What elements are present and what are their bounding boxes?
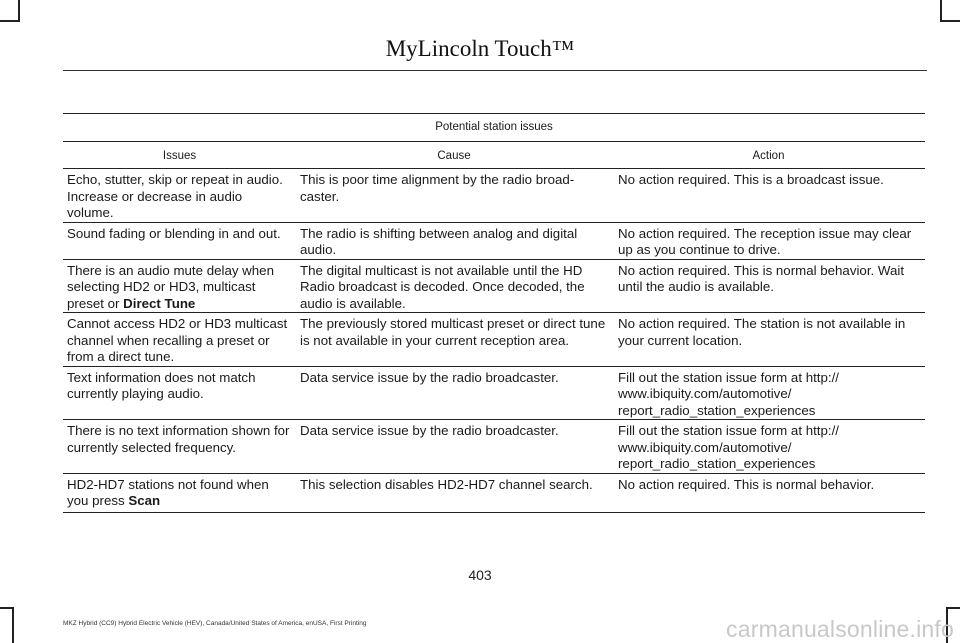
- cause-cell: This is poor time alignment by the radio broad-caster.: [296, 169, 612, 223]
- cause-cell: Data service issue by the radio broadcaster.: [296, 366, 612, 420]
- scan-label: Scan: [128, 493, 161, 508]
- cause-cell: This selection disables HD2-HD7 channel search.: [296, 473, 612, 512]
- action-cell: No action required. The reception issue may clear up as you continue to drive.: [612, 222, 925, 259]
- issue-cell: Sound fading or blending in and out.: [63, 222, 296, 259]
- table-row: [63, 420, 925, 474]
- table-row: [63, 473, 925, 512]
- page-number: 403: [468, 567, 492, 583]
- issue-cell: Echo, stutter, skip or repeat in audio. Increase or decrease in audio volume.: [63, 169, 296, 223]
- cause-cell: The radio is shifting between analog and digital audio.: [296, 222, 612, 259]
- column-header-issues: Issues: [63, 142, 296, 169]
- issue-cell: [63, 259, 296, 313]
- issue-text: There is an audio mute delay when selecting HD2 or HD3, multicast preset or: [67, 262, 274, 311]
- crop-mark-top-left: [0, 0, 20, 22]
- cause-cell: Data service issue by the radio broadcaster.: [296, 420, 612, 474]
- direct-tune-label: Direct Tune: [123, 295, 196, 311]
- table-row: [63, 222, 925, 259]
- issue-cell: Text information does not match currently playing audio.: [63, 366, 296, 420]
- action-cell: No action required. This is a broadcast issue.: [612, 169, 925, 223]
- column-header-action: Action: [612, 142, 925, 169]
- action-cell: Fill out the station issue form at http:// www.ibiquity.com/automotive/ report_radio_station_experiences: [612, 420, 925, 474]
- issue-text: HD2-HD7 stations not found when you press: [67, 476, 269, 508]
- station-issues-table: [63, 113, 925, 513]
- column-header-cause: Cause: [296, 142, 612, 169]
- footer-text: MKZ Hybrid (CC9) Hybrid Electric Vehicle (HEV), Canada/United States of America, enUSA, First Printing: [63, 620, 367, 627]
- title-divider: [63, 70, 927, 71]
- action-cell: No action required. This is normal behavior. Wait until the audio is available.: [612, 259, 925, 313]
- action-cell: Fill out the station issue form at http:// www.ibiquity.com/automotive/ report_radio_station_experiences: [612, 366, 925, 420]
- page-title: MyLincoln Touch™: [385, 36, 575, 61]
- table-row: [63, 259, 925, 313]
- table-row: [63, 169, 925, 223]
- cause-cell: The previously stored multicast preset or direct tune is not available in your current reception area.: [296, 313, 612, 367]
- issue-cell: Cannot access HD2 or HD3 multicast channel when recalling a preset or from a direct tune.: [63, 313, 296, 367]
- watermark: carmanualsonline.info: [726, 616, 954, 642]
- issue-cell: There is no text information shown for currently selected frequency.: [63, 420, 296, 474]
- cause-cell: The digital multicast is not available until the HD Radio broadcast is decoded. Once decoded, the audio is available.: [296, 259, 612, 313]
- issue-cell: [63, 473, 296, 512]
- table-row: [63, 313, 925, 367]
- table-caption: Potential station issues: [63, 114, 925, 142]
- action-cell: No action required. This is normal behavior.: [612, 473, 925, 512]
- table-row: [63, 366, 925, 420]
- crop-mark-bottom-left: [0, 607, 14, 643]
- crop-mark-top-right: [940, 0, 960, 22]
- action-cell: No action required. The station is not available in your current location.: [612, 313, 925, 367]
